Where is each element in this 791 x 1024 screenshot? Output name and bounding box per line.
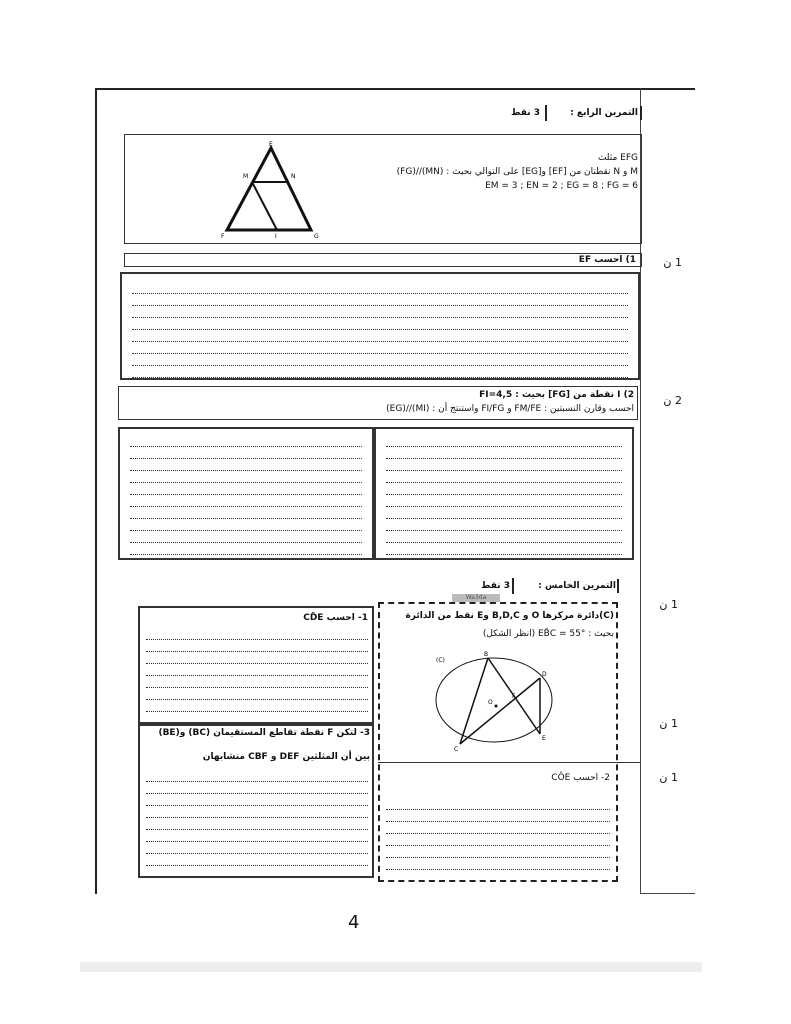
label-C2: C — [454, 746, 459, 753]
q2-answer-right[interactable] — [374, 427, 634, 560]
ex5-mark-mid: 1 ن — [659, 717, 678, 730]
exercise4-points: 3 نقط — [511, 108, 540, 118]
triangle-figure — [215, 138, 325, 240]
circle-figure — [430, 648, 560, 753]
ex5-top-mark: 1 ن — [659, 598, 678, 611]
label-M: M — [243, 173, 249, 180]
label-E: E — [269, 141, 273, 148]
label-D: D — [542, 671, 547, 678]
label-I: I — [275, 233, 277, 240]
label-O: O — [488, 699, 493, 706]
ex5-right-divider — [378, 762, 640, 763]
ex5-q3-line2: بين أن المثلثين DEF و CBF متشابهان — [202, 752, 370, 762]
ex5-q1-text: 1- احسب CD̂E — [303, 613, 368, 623]
q1-mark: 1 ن — [663, 256, 682, 269]
stamp: Wa3da — [452, 594, 500, 602]
page-number: 4 — [348, 912, 360, 933]
label-C-circle: (C) — [436, 657, 445, 664]
exercise4-title: التمرين الرابع : — [570, 108, 638, 118]
header5-sep — [512, 578, 514, 594]
q2-answer-left[interactable] — [118, 427, 374, 560]
header-bar — [640, 106, 642, 120]
label-N: N — [291, 173, 296, 180]
ex5-q3-answer[interactable] — [146, 770, 368, 866]
label-F2: F — [512, 693, 516, 700]
exercise4-given-line3: EM = 3 ; EN = 2 ; EG = 8 ; FG = 6 — [485, 181, 638, 191]
ex5-q1-answer[interactable] — [146, 628, 368, 724]
ex5-q2-answer[interactable] — [386, 798, 610, 870]
label-B: B — [484, 651, 489, 658]
ex5-q3-line1: 3- لتكن F نقطة تقاطع المستقيمان (BC) و(BE) — [158, 728, 370, 738]
q2-line1: 2) I نقطة من [FG] بحيث : FI=4,5 — [479, 390, 634, 400]
exercise4-given-line1: EFG مثلث — [597, 153, 638, 163]
q2-line2: احسب وقارن النسبتين : FM/FE و FI/FG واستنتج أن : (MI)//(EG) — [386, 404, 634, 414]
header5-bar — [617, 579, 619, 593]
q1-answer-box[interactable] — [120, 272, 640, 380]
exercise5-points: 3 نقط — [481, 581, 510, 591]
ex5-q2-text: 2- احسب CÔE — [551, 773, 610, 783]
header-sep — [545, 105, 547, 121]
bottom-strip — [80, 962, 702, 972]
ex5-given-line2: بحيث : EB̂C = 55° (انظر الشكل) — [482, 629, 614, 639]
exercise5-title: التمرين الخامس : — [538, 581, 616, 591]
exercise4-given-line2: M و N نقطتان من [EF] و[EG] على التوالي بحيث : (MN)//(FG) — [396, 167, 638, 177]
q2-mark: 2 ن — [663, 394, 682, 407]
label-E2: E — [542, 735, 546, 742]
q1-text: 1) احسب EF — [578, 255, 636, 265]
label-G: G — [314, 233, 319, 240]
ex5-q2-mark: 1 ن — [659, 771, 678, 784]
label-F: F — [221, 233, 225, 240]
ex5-given-line1: (C)دائرة مركزها O و B,D,C وE نقط من الدائرة — [405, 611, 614, 621]
